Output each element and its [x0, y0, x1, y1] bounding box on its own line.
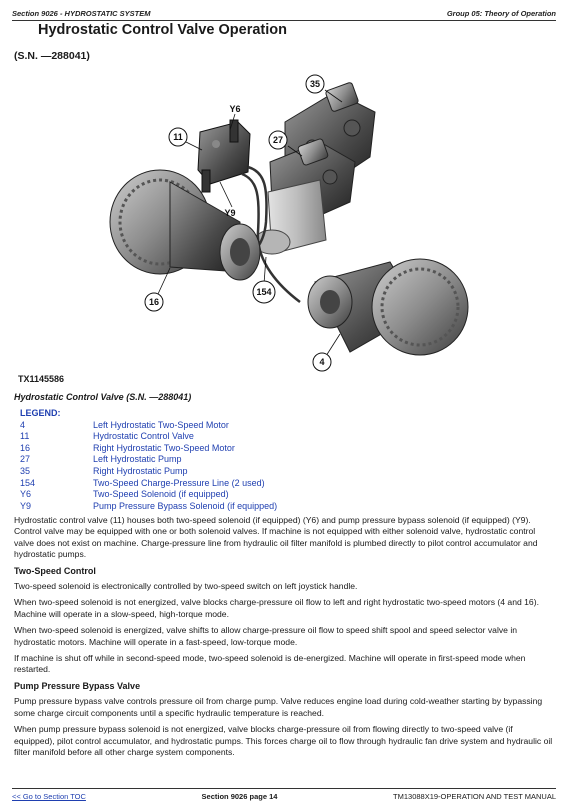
two-speed-heading: Two-Speed Control [14, 565, 96, 576]
page-header [12, 6, 556, 20]
legend-title: LEGEND: [20, 408, 61, 418]
legend-num: 154 [20, 477, 36, 488]
legend-num: 35 [20, 465, 31, 476]
header-section: Section 9026 - HYDROSTATIC SYSTEM [12, 8, 151, 18]
page-footer [12, 790, 556, 802]
callout-11 [169, 128, 187, 146]
legend-item [20, 420, 277, 432]
legend-label: Pump Pressure Bypass Solenoid (if equipped) [93, 500, 278, 511]
legend-num: 16 [20, 442, 31, 453]
legend-item [20, 466, 277, 478]
callout-y6: Y6 [229, 104, 241, 114]
legend-item [20, 489, 277, 501]
two-speed-paragraph-4: If machine is shut off while in second-speed mode, two-speed solenoid is de-energized. Machine will operate in first-speed mode when restarted. [14, 653, 526, 675]
legend-label: Two-Speed Solenoid (if equipped) [93, 489, 229, 500]
bypass-heading: Pump Pressure Bypass Valve [14, 680, 141, 691]
page-title: Hydrostatic Control Valve Operation [38, 22, 287, 38]
section-toc-link[interactable]: << Go to Section TOC [12, 791, 86, 801]
two-speed-paragraph-1: Two-speed solenoid is electronically controlled by two-speed switch on left joystick handle. [14, 581, 358, 592]
legend-item [20, 431, 277, 443]
svg-text:154: 154 [256, 287, 272, 297]
hydrostatic-control-valve-illustration [90, 72, 490, 372]
legend-num: 4 [20, 419, 26, 430]
legend-item [20, 454, 277, 466]
svg-text:16: 16 [148, 297, 160, 307]
bypass-paragraph-1: Pump pressure bypass valve controls pressure oil from charge pump. Valve reduces engine load during cold-weather starting by bypassing some charge circuit components until a specific hydraulic temperature is reached. [14, 696, 543, 718]
legend-label: Hydrostatic Control Valve [93, 431, 194, 442]
callout-35 [306, 75, 324, 93]
legend-num: 11 [20, 431, 30, 442]
legend-item [20, 478, 277, 490]
intro-paragraph: Hydrostatic control valve (11) houses both two-speed solenoid (if equipped) (Y6) and pump pressure bypass solenoid (if equipped) (Y9). Control valve may be equipped with one or both solenoid valves. If machine is not equipped with either solenoid valve, hydrostatic control valve does not exist on machine. Charge-pressure line from hydraulic oil filter manifold is plumbed directly to pilot control accumulator and hydrostatic pumps. [14, 515, 538, 560]
svg-text:4: 4 [319, 357, 325, 367]
bypass-paragraph-2: When pump pressure bypass solenoid is not energized, valve blocks charge-pressure oil from flowing directly to two-speed valve (if equipped), pilot control accumulator, and hydrostatic pumps. This forces charge oil to flow through hydraulic fan drive system and hydraulic oil filter manifold before all other charge system components. [14, 724, 553, 757]
serial-number: (S.N. —288041) [14, 50, 90, 62]
callout-16 [145, 293, 163, 311]
legend-num: 27 [20, 454, 31, 465]
callout-154 [253, 281, 275, 303]
figure-id: TX1145586 [18, 374, 65, 384]
svg-text:27: 27 [272, 135, 284, 145]
figure-caption: Hydrostatic Control Valve (S.N. —288041) [14, 392, 192, 402]
two-speed-paragraph-3: When two-speed solenoid is energized, valve shifts to allow charge-pressure oil flow to speed shift spool and speed selector valve in hydrostatic motors. Machine will operate in a fast-speed, low-torque mode. [14, 625, 518, 647]
header-divider [12, 20, 556, 21]
two-speed-paragraph-2: When two-speed solenoid is not energized, valve blocks charge-pressure oil flow to left and right hydrostatic two-speed motors (4 and 16). Machine will operate in a slow-speed, high-torque mode. [14, 597, 539, 619]
legend-label: Left Hydrostatic Two-Speed Motor [93, 419, 229, 430]
legend-item [20, 443, 277, 455]
manual-name: TM13088X19-OPERATION AND TEST MANUAL [393, 791, 556, 801]
left-hydrostatic-two-speed-motor [308, 259, 468, 355]
legend [20, 408, 277, 512]
legend-num: Y9 [20, 500, 32, 511]
footer-divider [12, 788, 556, 789]
legend-label: Left Hydrostatic Pump [93, 454, 182, 465]
svg-text:11: 11 [173, 132, 183, 142]
page-number: Section 9026 page 14 [201, 791, 278, 801]
callout-y9: Y9 [224, 208, 236, 218]
legend-label: Right Hydrostatic Pump [93, 465, 188, 476]
hydrostatic-control-valve [198, 120, 250, 192]
callout-27 [269, 131, 287, 149]
callout-4 [313, 353, 331, 371]
header-group: Group 05: Theory of Operation [446, 8, 556, 18]
body-text [14, 515, 554, 763]
legend-label: Two-Speed Charge-Pressure Line (2 used) [93, 477, 265, 488]
svg-text:35: 35 [309, 79, 321, 89]
right-hydrostatic-two-speed-motor [110, 170, 260, 280]
legend-item [20, 501, 277, 513]
legend-label: Right Hydrostatic Two-Speed Motor [93, 442, 235, 453]
legend-num: Y6 [20, 489, 32, 500]
